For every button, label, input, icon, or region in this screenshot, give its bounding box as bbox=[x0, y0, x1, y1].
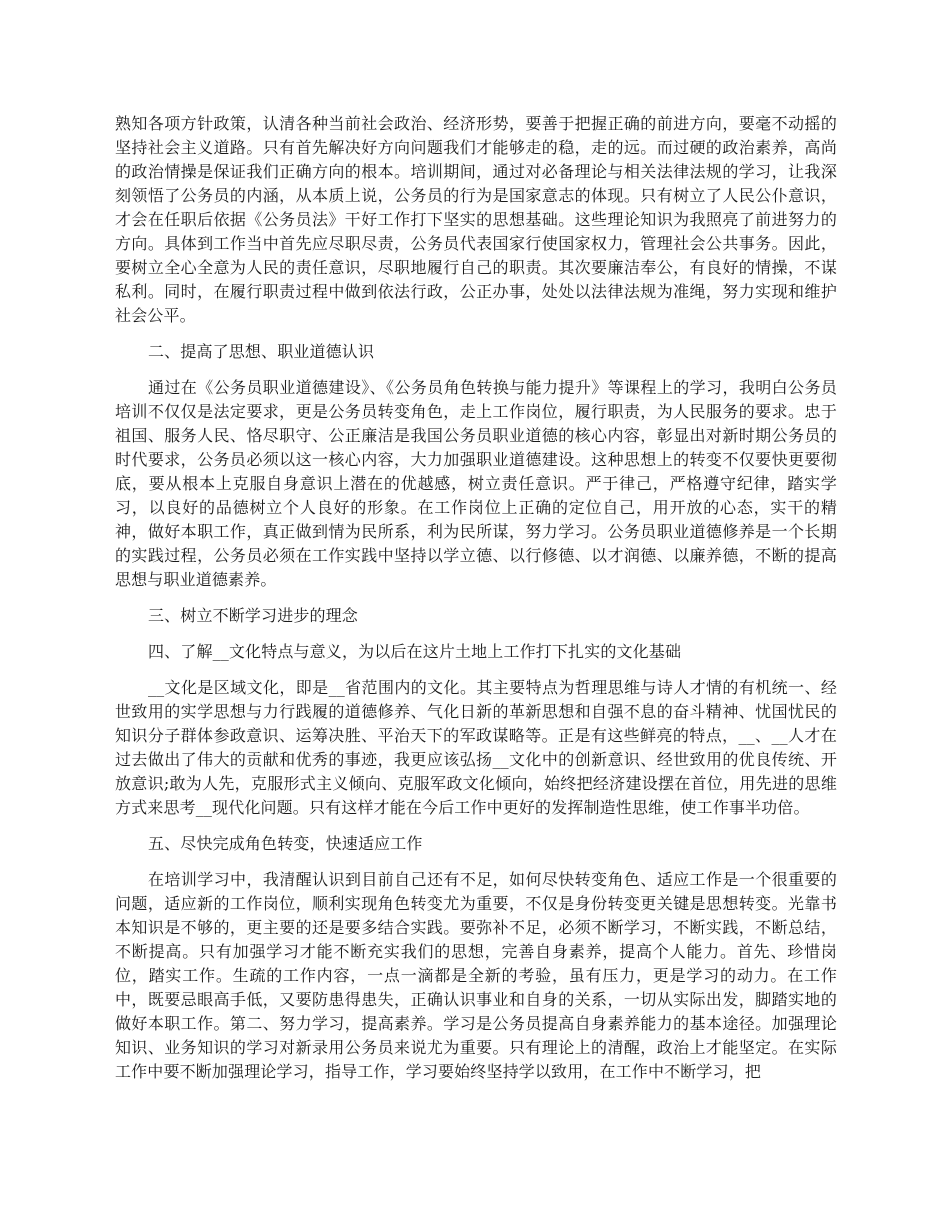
section-heading-2: 二、提高了思想、职业道德认识 bbox=[148, 342, 375, 361]
body-paragraph-4: __文化是区域文化，即是__省范围内的文化。其主要特点为哲理思维与诗人才情的有机统一、经世致用的实学思想与力行践履的道德修养、气化日新的革新思想和自强不息的奋斗精神、忧国忧民的知识分子群体参政意识、运筹决胜、平治天下的军政谋略等。正是有这些鲜亮的特点，__、__人才在过去做出了伟大的贡献和优秀的事迹，我更应该弘扬__文化中的创新意识、经世致用的优良传统、开放意识;敢为人先，克服形式主义倾向、克服军政文化倾向，始终把经济建设摆在首位，用先进的思维方式来思考__现代化问题。只有这样才能在今后工作中更好的发挥制造性思维，使工作事半功倍。 bbox=[115, 678, 837, 817]
document-page bbox=[115, 112, 837, 1096]
section-heading-3: 三、树立不断学习进步的理念 bbox=[148, 606, 358, 625]
section-heading-4: 四、了解__文化特点与意义，为以后在这片土地上工作打下扎实的文化基础 bbox=[148, 642, 682, 661]
body-paragraph-1: 熟知各项方针政策，认清各种当前社会政治、经济形势，要善于把握正确的前进方向，要毫不动摇的坚持社会主义道路。只有首先解决好方向问题我们才能够走的稳，走的远。而过硬的政治素养，高尚的政治情操是保证我们正确方向的根本。培训期间，通过对必备理论与相关法律法规的学习，让我深刻领悟了公务员的内涵，从本质上说，公务员的行为是国家意志的体现。只有树立了人民公仆意识，才会在任职后依据《公务员法》干好工作打下坚实的思想基础。这些理论知识为我照亮了前进努力的方向。具体到工作当中首先应尽职尽责，公务员代表国家行使国家权力，管理社会公共事务。因此，要树立全心全意为人民的责任意识，尽职地履行自己的职责。其次要廉洁奉公，有良好的情操，不谋私利。同时，在履行职责过程中做到依法行政，公正办事，处处以法律法规为准绳，努力实现和维护社会公平。 bbox=[115, 114, 837, 325]
body-paragraph-2: 通过在《公务员职业道德建设》、《公务员角色转换与能力提升》等课程上的学习，我明白公务员培训不仅仅是法定要求，更是公务员转变角色，走上工作岗位，履行职责，为人民服务的要求。忠于祖国、服务人民、恪尽职守、公正廉洁是我国公务员职业道德的核心内容，彰显出对新时期公务员的时代要求，公务员必须以这一核心内容，大力加强职业道德建设。这种思想上的转变不仅要快更要彻底，要从根本上克服自身意识上潜在的优越感，树立责任意识。严于律己，严格遵守纪律，踏实学习，以良好的品德树立个人良好的形象。在工作岗位上正确的定位自己，用开放的心态，实干的精神，做好本职工作，真正做到情为民所系，利为民所谋，努力学习。公务员职业道德修养是一个长期的实践过程，公务员必须在工作实践中坚持以学立德、以行修德、以才润德、以廉养德，不断的提高思想与职业道德素养。 bbox=[115, 378, 837, 589]
section-heading-5: 五、尽快完成角色转变，快速适应工作 bbox=[148, 834, 423, 853]
body-paragraph-5: 在培训学习中，我清醒认识到目前自己还有不足，如何尽快转变角色、适应工作是一个很重要的问题，适应新的工作岗位，顺利实现角色转变尤为重要，不仅是身份转变更关键是思想转变。光靠书本知识是不够的，更主要的还是要多结合实践。要弥补不足，必须不断学习，不断实践，不断总结，不断提高。只有加强学习才能不断充实我们的思想，完善自身素养，提高个人能力。首先、珍惜岗位，踏实工作。生疏的工作内容，一点一滴都是全新的考验，虽有压力，更是学习的动力。在工作中，既要忌眼高手低，又要防患得患失，正确认识事业和自身的关系，一切从实际出发，脚踏实地的做好本职工作。第二、努力学习，提高素养。学习是公务员提高自身素养能力的基本途径。加强理论知识、业务知识的学习对新录用公务员来说尤为重要。只有理论上的清醒，政治上才能坚定。在实际工作中要不断加强理论学习，指导工作，学习要始终坚持学以致用，在工作中不断学习，把 bbox=[115, 870, 837, 1081]
